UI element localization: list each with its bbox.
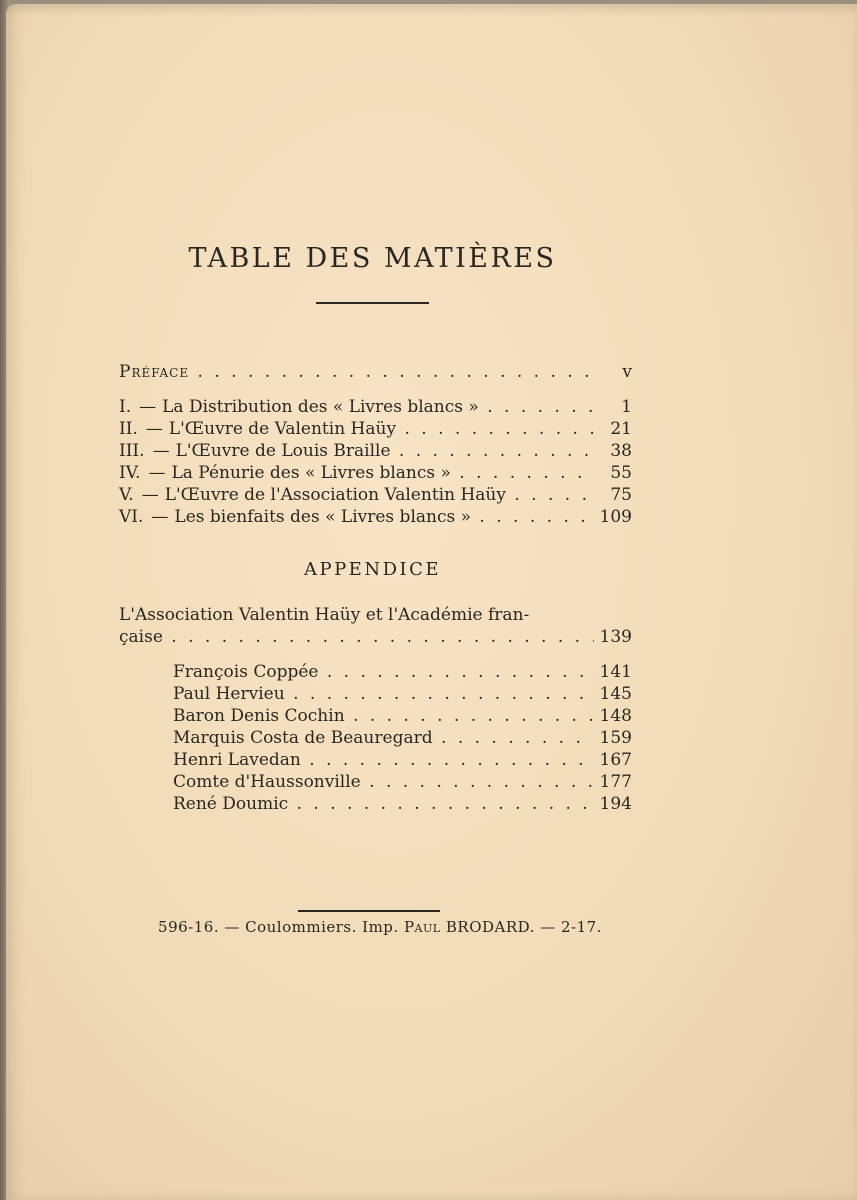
- chapter-title: L'Œuvre de Louis Braille . . .: [176, 440, 594, 462]
- colophon-prefix: 596-16. — Coulommiers. Imp.: [158, 918, 399, 936]
- appendix-entry-name: Comte d'Haussonville . . .: [173, 771, 594, 793]
- chapter-page: 21: [610, 419, 632, 439]
- chapter-page: 75: [610, 485, 632, 505]
- toc-row-chapter: [119, 418, 632, 440]
- printer-colophon: [0, 918, 760, 936]
- chapter-title: La Distribution des « Livres blancs » . . .: [162, 396, 594, 418]
- footer-divider: [298, 910, 440, 912]
- appendix-entry-name: Baron Denis Cochin . . .: [173, 705, 594, 727]
- preface-label: Préface . . .: [119, 361, 594, 383]
- appendix-entry-name: René Doumic . . .: [173, 793, 594, 815]
- chapter-page: 55: [610, 463, 632, 483]
- appendix-entry-name: François Coppée . . .: [173, 661, 594, 683]
- toc-row-appendix-entry: [173, 683, 632, 705]
- chapter-title: L'Œuvre de Valentin Haüy . . .: [169, 418, 594, 440]
- colophon-suffix: — 2-17.: [540, 918, 602, 936]
- chapter-number: II.: [119, 419, 138, 439]
- chapter-number: IV.: [119, 463, 141, 483]
- toc-row-appendix-intro: [119, 626, 632, 648]
- preface-page: v: [622, 362, 632, 382]
- chapter-number: VI.: [119, 507, 144, 527]
- appendix-entry-page: 194: [599, 794, 632, 814]
- appendix-intro-line1: L'Association Valentin Haüy et l'Académie fran-: [119, 605, 530, 625]
- appendix-entry-page: 141: [599, 662, 632, 682]
- chapter-number: III.: [119, 441, 145, 461]
- toc-row-appendix-entry: [173, 749, 632, 771]
- appendix-entry-page: 148: [599, 706, 632, 726]
- toc-row-chapter: [119, 506, 632, 528]
- chapter-dash: —: [151, 507, 169, 527]
- book-page: [6, 4, 857, 1200]
- toc-row-preface: [119, 361, 632, 383]
- toc-row-chapter: [119, 484, 632, 506]
- chapter-title: La Pénurie des « Livres blancs » . . .: [171, 462, 594, 484]
- chapter-dash: —: [139, 397, 157, 417]
- toc-row-appendix-entry: [173, 727, 632, 749]
- chapter-dash: —: [145, 419, 163, 439]
- appendix-entry-name: Paul Hervieu . . .: [173, 683, 594, 705]
- chapter-title: L'Œuvre de l'Association Valentin Haüy . . .: [165, 484, 594, 506]
- appendix-entry-page: 177: [599, 772, 632, 792]
- appendix-entry-page: 167: [599, 750, 632, 770]
- chapter-number: I.: [119, 397, 132, 417]
- appendix-entry-page: 145: [599, 684, 632, 704]
- chapter-page: 1: [621, 397, 632, 417]
- chapter-dash: —: [141, 485, 159, 505]
- toc-row-appendix-entry: [173, 661, 632, 683]
- appendix-intro-page: 139: [599, 627, 632, 647]
- appendix-intro-line2: çaise . . .: [119, 626, 594, 648]
- appendix-entry-name: Marquis Costa de Beauregard . . .: [173, 727, 594, 749]
- appendix-entry-page: 159: [599, 728, 632, 748]
- toc-row-appendix-entry: [173, 771, 632, 793]
- toc-row-appendix-entry: [173, 793, 632, 815]
- toc-row-chapter: [119, 462, 632, 484]
- chapter-title: Les bienfaits des « Livres blancs » . . .: [174, 506, 594, 528]
- colophon-printer-first: Paul: [403, 918, 441, 936]
- title-divider: [316, 302, 429, 304]
- chapter-number: V.: [119, 485, 134, 505]
- toc-row-chapter: [119, 396, 632, 418]
- chapter-dash: —: [148, 463, 166, 483]
- page-title: TABLE DES MATIÈRES: [188, 243, 557, 274]
- appendix-heading: APPENDICE: [303, 559, 442, 580]
- toc-row-chapter: [119, 440, 632, 462]
- chapter-page: 38: [610, 441, 632, 461]
- chapter-page: 109: [599, 507, 632, 527]
- toc-row-appendix-entry: [173, 705, 632, 727]
- colophon-printer-last: BRODARD.: [445, 918, 535, 936]
- chapter-dash: —: [152, 441, 170, 461]
- appendix-entry-name: Henri Lavedan . . .: [173, 749, 594, 771]
